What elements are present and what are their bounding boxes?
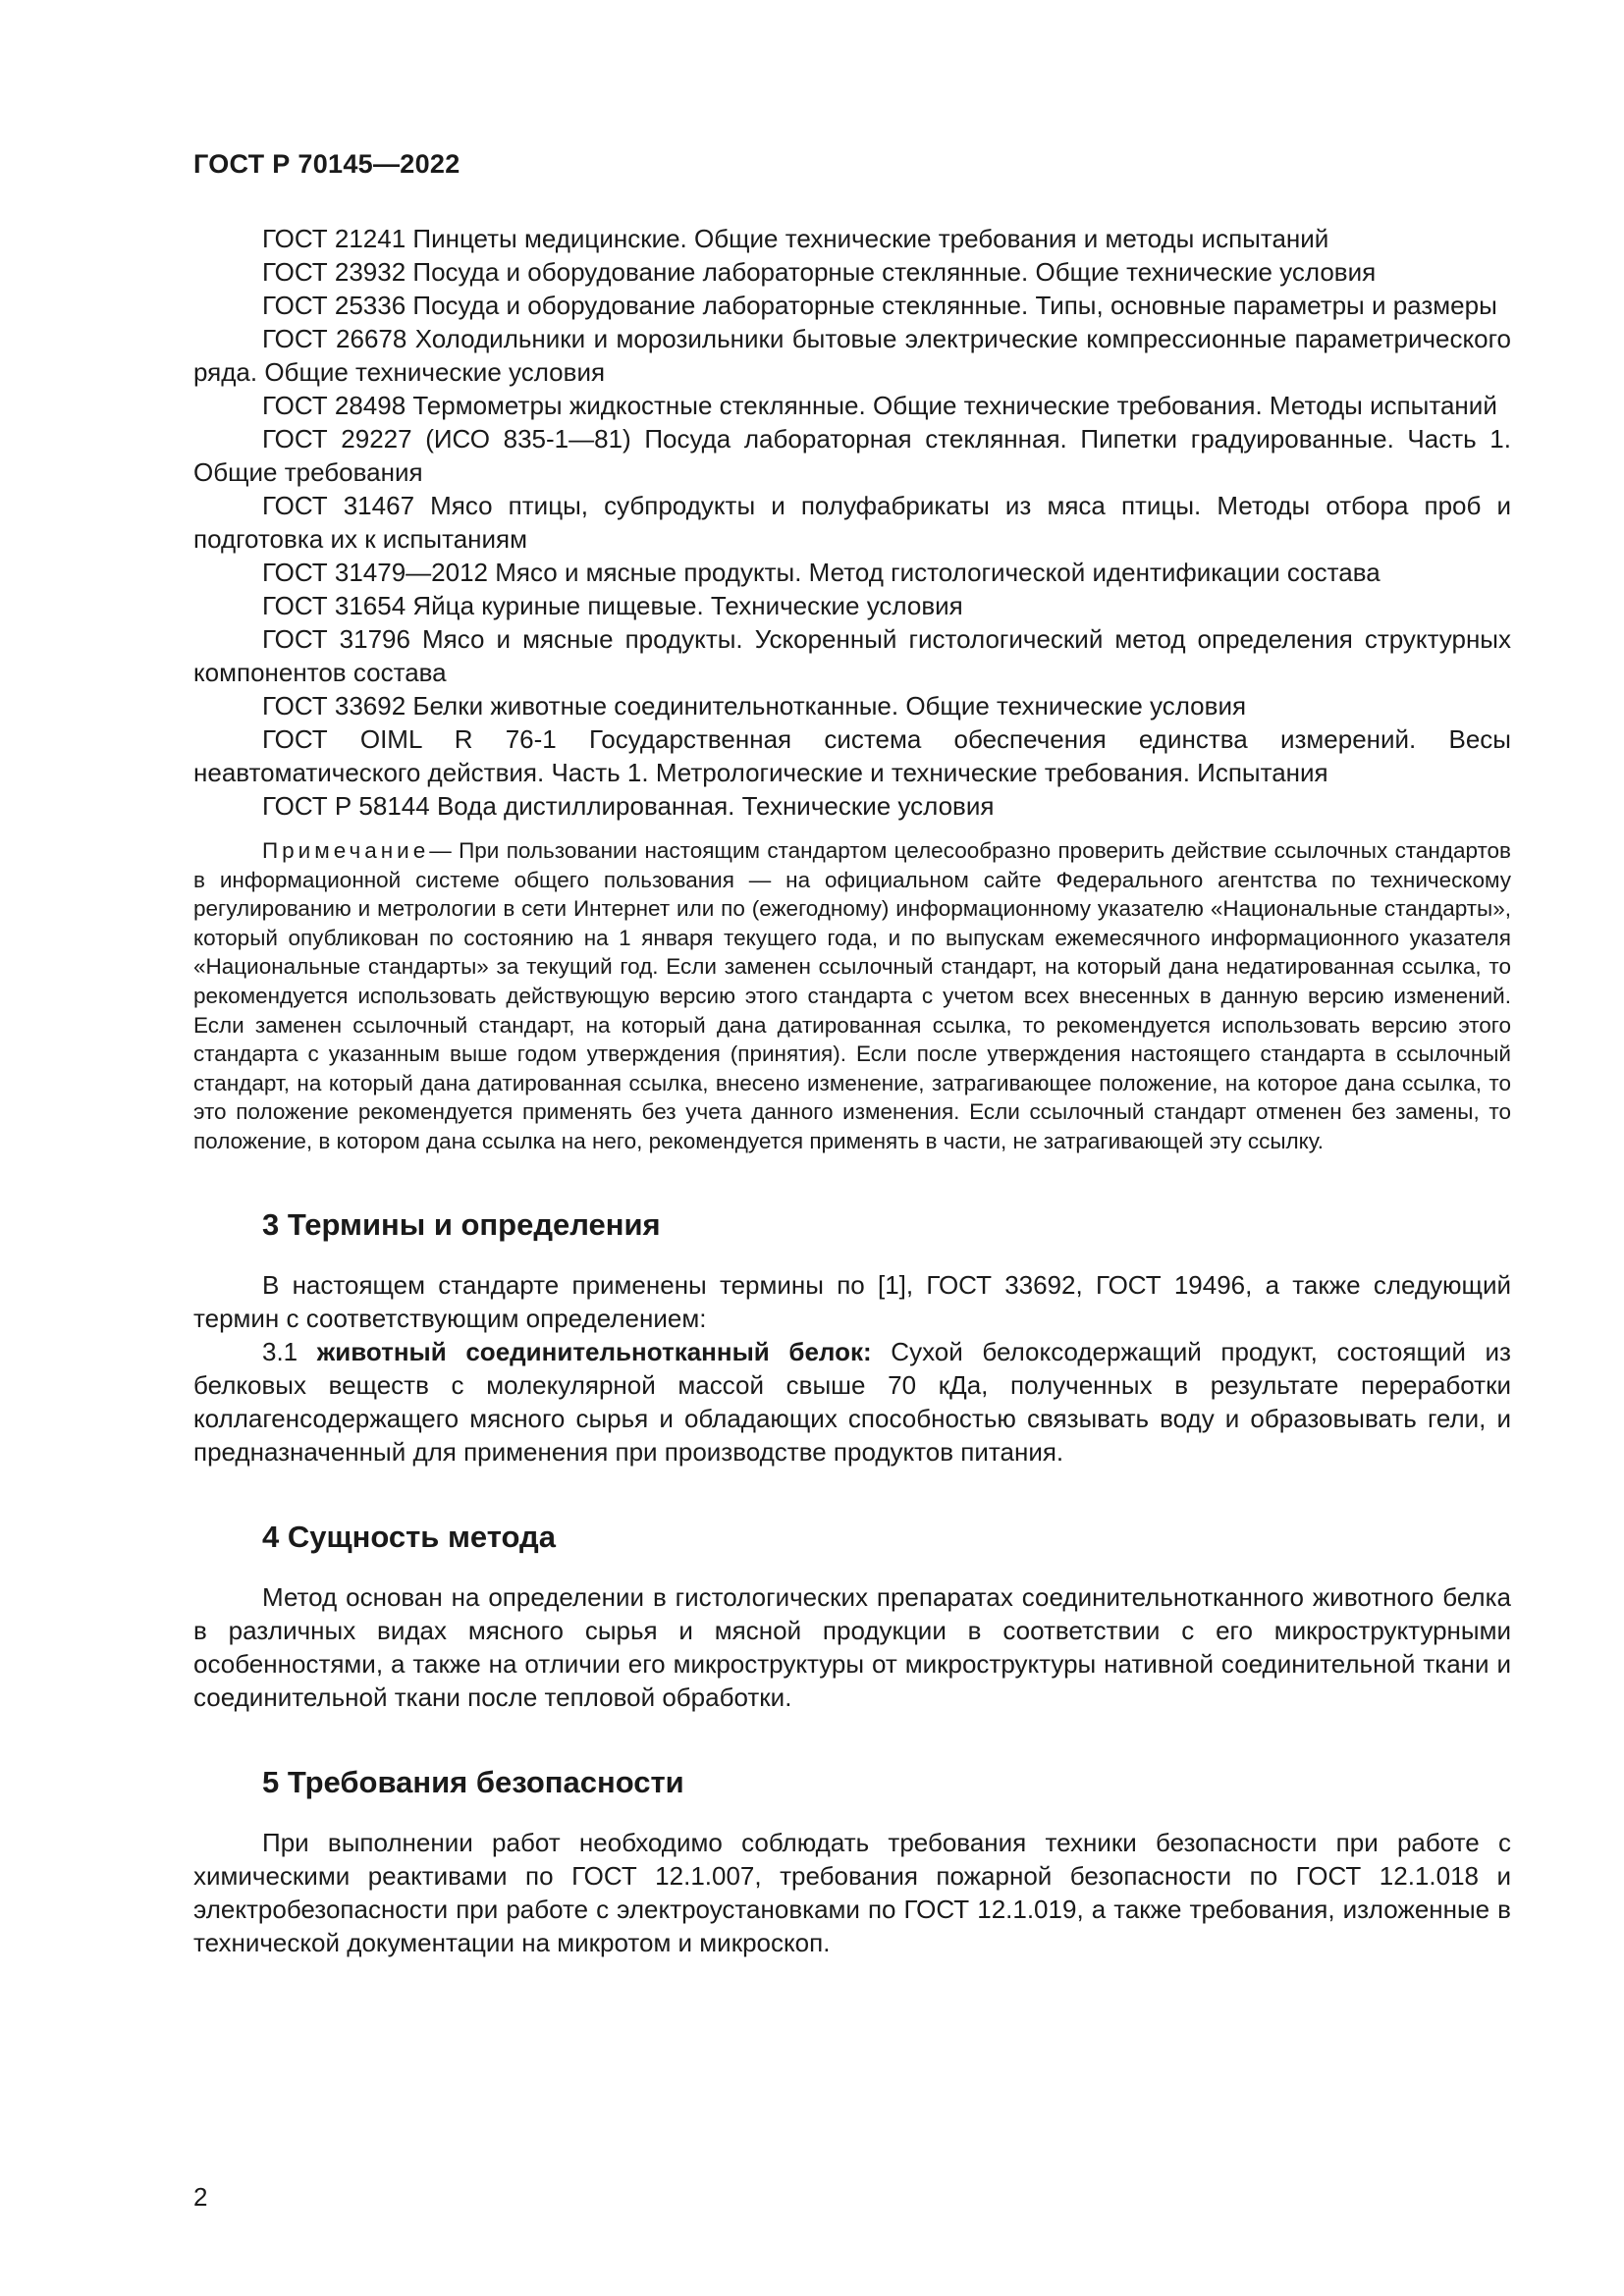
page-number: 2 xyxy=(193,2182,208,2212)
term-definition-text: Сухой белоксодержащий продукт, состоящий из белковых веществ с молекулярной массой свыше 70 кДа, полученных в результате переработки коллагенсодержащего мясного сырья и обладающих способностью связывать воду и образовывать гели, и предназначенный для применения при производстве продуктов питания. xyxy=(193,1336,1511,1467)
reference-item: ГОСТ 23932 Посуда и оборудование лабораторные стеклянные. Общие технические условия xyxy=(262,257,1377,287)
section-4-title: 4 Сущность метода xyxy=(262,1519,556,1554)
term-name: животный соединительнотканный белок: xyxy=(316,1336,872,1366)
reference-item: ГОСТ 33692 Белки животные соединительнотканные. Общие технические условия xyxy=(262,691,1247,721)
note-label: Примечание xyxy=(262,838,430,863)
reference-item: ГОСТ 31654 Яйца куриные пищевые. Технические условия xyxy=(262,591,963,620)
reference-item: ГОСТ 31796 Мясо и мясные продукты. Ускоренный гистологический метод определения структурных компонентов состава xyxy=(193,624,1511,687)
section-5-title: 5 Требования безопасности xyxy=(262,1764,684,1799)
reference-item: ГОСТ OIML R 76-1 Государственная система обеспечения единства измерений. Весы неавтоматического действия. Часть 1. Метрологические и технические требования. Испытания xyxy=(193,724,1511,787)
reference-item: ГОСТ 29227 (ИСО 835-1—81) Посуда лабораторная стеклянная. Пипетки градуированные. Часть 1. Общие требования xyxy=(193,424,1511,487)
term-definition xyxy=(193,1335,1511,1468)
reference-item: ГОСТ 28498 Термометры жидкостные стеклянные. Общие технические требования. Методы испытаний xyxy=(262,391,1497,420)
reference-item: ГОСТ 21241 Пинцеты медицинские. Общие технические требования и методы испытаний xyxy=(262,224,1329,253)
note-text: — При пользовании настоящим стандартом целесообразно проверить действие ссылочных стандартов в информационной системе общего пользования — на официальном сайте Федерального агентства по техническому регулированию и метрологии в сети Интернет или по (ежегодному) информационному указателю «Национальные стандарты», который опубликован по состоянию на 1 января текущего года, и по выпускам ежемесячного информационного указателя «Национальные стандарты» за текущий год. Если заменен ссылочный стандарт, на который дана недатированная ссылка, то рекомендуется использовать действующую версию этого стандарта с учетом всех внесенных в данную версию изменений. Если заменен ссылочный стандарт, на который дана датированная ссылка, то рекомендуется использовать версию этого стандарта с указанным выше годом утверждения (принятия). Если после утверждения настоящего стандарта в ссылочный стандарт, на который дана датированная ссылка, внесено изменение, затрагивающее положение, на которое дана ссылка, то это положение рекомендуется применять без учета данного изменения. Если ссылочный стандарт отменен без замены, то положение, в котором дана ссылка на него, рекомендуется применять в части, не затрагивающей эту ссылку. xyxy=(193,838,1511,1153)
reference-item: ГОСТ 31467 Мясо птицы, субпродукты и полуфабрикаты из мяса птицы. Методы отбора проб и подготовка их к испытаниям xyxy=(193,491,1511,554)
reference-item: ГОСТ Р 58144 Вода дистиллированная. Технические условия xyxy=(262,791,995,821)
reference-item: ГОСТ 26678 Холодильники и морозильники бытовые электрические компрессионные параметрического ряда. Общие технические условия xyxy=(193,324,1511,387)
document-header: ГОСТ Р 70145—2022 xyxy=(193,149,460,179)
section-5-text: При выполнении работ необходимо соблюдать требования техники безопасности при работе с химическими реактивами по ГОСТ 12.1.007, требования пожарной безопасности по ГОСТ 12.1.018 и электробезопасности при работе с электроустановками по ГОСТ 12.1.019, а также требования, изложенные в технической документации на микротом и микроскоп. xyxy=(193,1827,1511,1957)
page-content xyxy=(193,222,1511,1959)
term-number: 3.1 xyxy=(262,1336,298,1366)
reference-item: ГОСТ 25336 Посуда и оборудование лабораторные стеклянные. Типы, основные параметры и размеры xyxy=(262,291,1497,320)
section-3-title: 3 Термины и определения xyxy=(262,1206,661,1242)
normative-references-list xyxy=(193,222,1511,823)
section-4-text: Метод основан на определении в гистологических препаратах соединительнотканного животного белка в различных видах мясного сырья и мясной продукции в соответствии с его микроструктурными особенностями, а также на отличии его микроструктуры от микроструктуры нативной соединительной ткани и соединительной ткани после тепловой обработки. xyxy=(193,1581,1511,1712)
note-paragraph xyxy=(193,836,1511,1156)
section-3-intro: В настоящем стандарте применены термины по [1], ГОСТ 33692, ГОСТ 19496, а также следующий термин с соответствующим определением: xyxy=(193,1269,1511,1333)
reference-item: ГОСТ 31479—2012 Мясо и мясные продукты. Метод гистологической идентификации состава xyxy=(262,558,1380,587)
